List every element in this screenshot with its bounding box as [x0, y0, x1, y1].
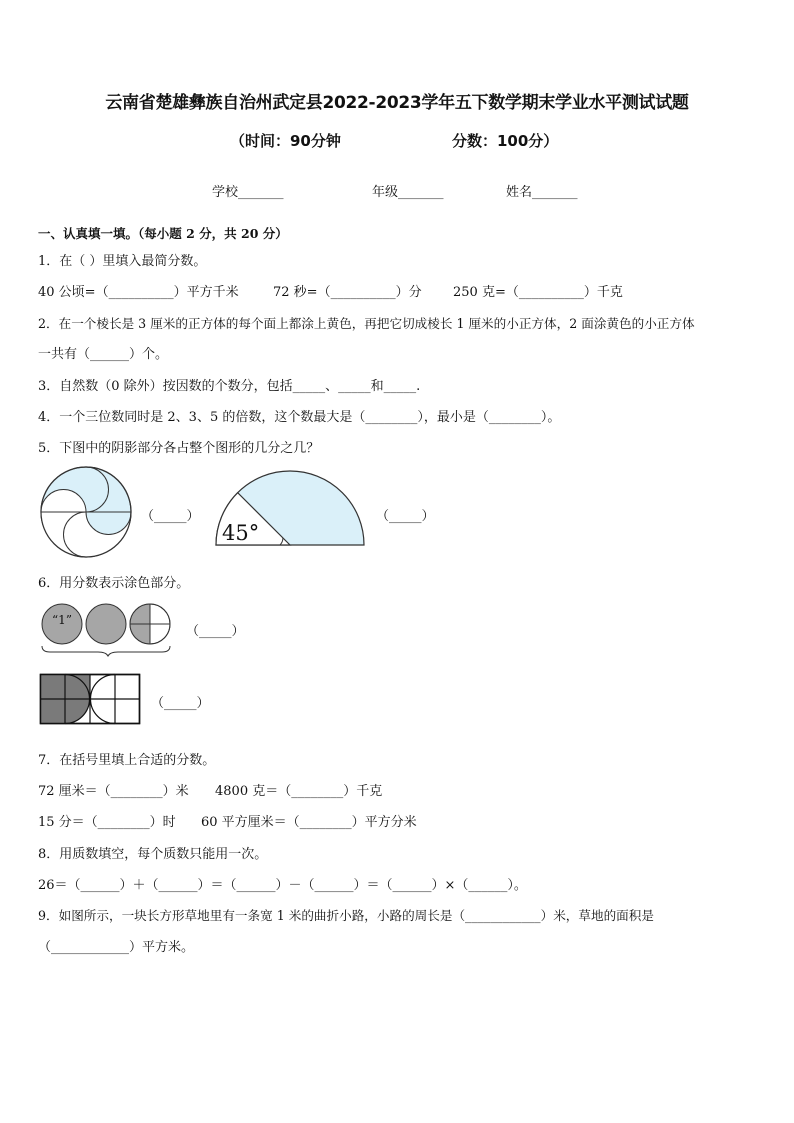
question-5: 5．下图中的阴影部分各占整个图形的几分之几？: [38, 441, 320, 456]
question-9-line1: 9．如图所示，一块长方形草地里有一条宽 1 米的曲折小路，小路的周长是（____________）米，草地的面积是: [38, 908, 654, 923]
pinwheel-circle-figure: [38, 466, 138, 558]
question-1: 1．在（ ）里填入最简分数。: [38, 254, 207, 269]
exam-time: （时间：90分钟: [230, 132, 341, 150]
rectangle-grid-figure: [40, 674, 140, 724]
angle-label: 45°: [222, 521, 260, 545]
question-7: 7．在括号里填上合适的分数。: [38, 753, 216, 768]
semicircle-figure: [210, 470, 370, 548]
page-title: 云南省楚雄彝族自治州武定县2022-2023学年五下数学期末学业水平测试试题: [105, 93, 689, 113]
section-heading: 一、认真填一填。（每小题 2 分，共 20 分）: [38, 226, 288, 241]
question-4: 4．一个三位数同时是 2、3、5 的倍数，这个数最大是（________），最小是（________）。: [38, 410, 561, 425]
grade-field: 年级_______: [372, 185, 444, 200]
question-3: 3．自然数（0 除外）按因数的个数分，包括_____、_____和_____.: [38, 379, 421, 394]
question-2-line1: 2．在一个棱长是 3 厘米的正方体的每个面上都涂上黄色，再把它切成棱长 1 厘米的小正方体，2 面涂黄色的小正方体: [38, 316, 695, 331]
school-field: 学校_______: [212, 185, 284, 200]
q7-part-b: 4800 克＝（________）千克: [215, 784, 383, 799]
q8-equation: 26＝（______）＋（______）＝（______）－（______）＝（______）×（______）。: [38, 878, 527, 893]
unit-one-label: “1”: [52, 613, 72, 627]
q5-blank-1: （_____）: [141, 509, 200, 524]
question-6: 6．用分数表示涂色部分。: [38, 576, 190, 591]
three-circles-figure: [38, 600, 178, 658]
exam-score: 分数：100分）: [452, 132, 559, 150]
q1-part-b: 72 秒=（__________）分: [273, 285, 422, 300]
question-2-line2: 一共有（______）个。: [38, 347, 169, 362]
q5-blank-2: （_____）: [376, 509, 435, 524]
q6-blank-2: （_____）: [151, 696, 210, 711]
question-8: 8．用质数填空，每个质数只能用一次。: [38, 847, 268, 862]
q1-part-c: 250 克=（__________）千克: [453, 285, 623, 300]
name-field: 姓名_______: [506, 185, 578, 200]
q6-blank-1: （_____）: [186, 624, 245, 639]
q1-part-a: 40 公顷=（__________）平方千米: [38, 285, 239, 300]
q7-part-c: 15 分＝（________）时: [38, 815, 176, 830]
question-9-line2: （____________）平方米。: [38, 940, 195, 955]
q7-part-a: 72 厘米＝（________）米: [38, 784, 189, 799]
q7-part-d: 60 平方厘米＝（________）平方分米: [201, 815, 417, 830]
